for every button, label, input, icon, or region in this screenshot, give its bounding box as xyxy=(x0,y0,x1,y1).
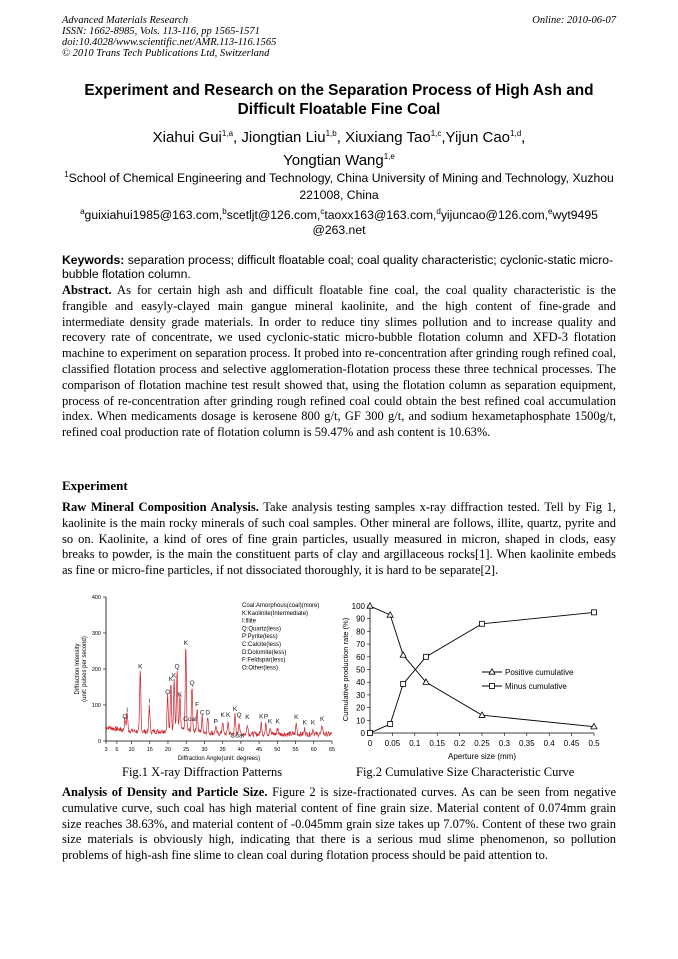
peak-label: O xyxy=(165,688,171,696)
peak-label: K xyxy=(259,713,264,721)
email[interactable]: $^d$yijuncao@126.com, xyxy=(436,207,549,223)
journal-info xyxy=(62,15,276,59)
peak-label: K xyxy=(267,718,273,726)
x-tick-label: 6 xyxy=(115,747,119,753)
x-tick-label: 0.4 xyxy=(543,739,555,748)
y-tick-label: 400 xyxy=(91,595,101,601)
data-point-triangle xyxy=(479,712,485,717)
y-tick-label: 100 xyxy=(351,602,365,611)
x-tick-label: 50 xyxy=(274,747,281,753)
peak-label: K xyxy=(310,719,316,727)
legend-entry: K:Kaolinite(Intermediate) xyxy=(242,610,309,617)
x-tick-label: 45 xyxy=(256,747,263,753)
x-tick-label: 30 xyxy=(201,747,208,753)
abstract-label: Abstract. xyxy=(62,283,112,297)
x-tick-label: 15 xyxy=(146,747,153,753)
raw-mineral-paragraph xyxy=(62,500,616,579)
x-tick-label: 20 xyxy=(164,747,172,753)
peak-label: K xyxy=(171,672,177,680)
peak-label: Q xyxy=(174,663,180,671)
keywords-text: separation process; difficult floatable coal; coal quality characteristic; cyclonic-static micro-bubble flotation column. xyxy=(62,253,614,281)
peak-annotation: Coal xyxy=(183,716,197,724)
peak-label: D xyxy=(205,709,211,717)
raw-mineral-text: Take analysis testing samples x-ray diffraction tested. Tell by Fig 1, kaolinite is the main rocky minerals of such coal samples. Other mineral are follows, illite, quartz, pyrite and so on. Kaolinite, a kind of ores of fine grain particles, usually measured in micron, shaped in clods, easy breaks to powder, is the main the constituent parts of clay and argillaceous rocks[1]. When kaolinite embeds as fine or micro-fine particles, if not dissociated thoroughly, it is hard to be separate[2]. xyxy=(62,500,616,578)
y-axis-label: Diffraction Intensity xyxy=(75,643,81,695)
peak-label: P xyxy=(213,718,218,726)
x-tick-label: 65 xyxy=(328,747,336,753)
legend-marker xyxy=(490,684,495,689)
fig1-caption: Fig.1 X-ray Diffraction Patterns xyxy=(122,765,283,779)
author-list: Xiahui Gui$^{1,a}$, Jiongtian Liu$^{1,b}$, Xiuxiang Tao$^{1,c}$,Yijun Cao$^{1,d}$, Yongtian Wang$^{1,e}$ xyxy=(152,129,526,169)
legend-entry: C:Calcite(less) xyxy=(242,642,282,648)
data-point-square xyxy=(388,722,393,727)
peak-label: K xyxy=(138,663,143,671)
email[interactable]: $^c$taoxx163@163.com, xyxy=(320,207,437,223)
peak-label: K xyxy=(177,691,183,699)
email[interactable]: $^a$guixiahui1985@163.com, xyxy=(80,207,223,223)
legend-entry: D:Dolomite(less) xyxy=(242,649,287,656)
email-list xyxy=(60,204,618,238)
y-axis-label-unit: (unit: pulses per second) xyxy=(82,636,88,702)
y-tick-label: 200 xyxy=(91,667,101,673)
peak-label: K xyxy=(319,715,325,723)
x-axis-label: Diffraction Angle(unit: degrees) xyxy=(177,756,261,762)
y-tick-label: 30 xyxy=(356,690,365,700)
y-tick-label: 100 xyxy=(91,703,101,709)
legend-entry: O:Other(less) xyxy=(242,665,279,672)
density-paragraph xyxy=(62,785,616,864)
x-tick-label: 0.2 xyxy=(454,739,466,748)
author: Yongtian Wang$^{1,e}$ xyxy=(283,152,395,169)
keywords-label: Keywords: xyxy=(62,253,125,267)
cumulative-size-chart xyxy=(340,598,618,768)
x-tick-label: 0.45 xyxy=(563,739,580,748)
x-tick-label: 0.35 xyxy=(519,739,535,748)
peak-label: K xyxy=(225,712,231,720)
journal-copyright: © 2010 Trans Tech Publications Ltd, Switzerland xyxy=(62,48,270,59)
y-tick-label: 80 xyxy=(356,627,365,637)
xrd-signal-line xyxy=(106,649,332,740)
y-tick-label: 0 xyxy=(360,729,365,738)
x-tick-label: 40 xyxy=(237,747,244,753)
data-point-square xyxy=(424,654,429,659)
peak-label: F xyxy=(195,701,200,709)
y-tick-label: 10 xyxy=(356,716,365,726)
legend-entry: Coal:Amorphous(coal)(more) xyxy=(242,603,320,609)
y-axis-label: Cumulative production rate (%) xyxy=(341,617,350,722)
journal-issn: ISSN: 1662-8985, Vols. 113-116, pp 1565-1571 xyxy=(62,26,260,37)
y-tick-label: 40 xyxy=(356,678,365,688)
email[interactable]: $^e$wyt9495 @263.net xyxy=(312,207,598,238)
x-tick-label: 0.1 xyxy=(409,739,421,748)
x-axis-label: Aperture size (mm) xyxy=(447,752,517,761)
raw-mineral-label: Raw Mineral Composition Analysis. xyxy=(62,500,259,514)
legend-entry: P:Pyrite(less) xyxy=(242,634,278,641)
keywords xyxy=(62,253,616,281)
peak-label: K xyxy=(183,640,189,648)
peak-label: I xyxy=(126,706,129,714)
peak-annotation: Coal xyxy=(230,732,244,740)
paper-title: Experiment and Research on the Separation Process of High Ash and Difficult Floatable Fine Coal xyxy=(84,82,594,118)
data-point-square xyxy=(368,731,373,736)
online-date: Online: 2010-06-07 xyxy=(532,15,616,26)
y-tick-label: 60 xyxy=(356,652,365,662)
x-tick-label: 25 xyxy=(183,747,190,753)
x-tick-label: 0.05 xyxy=(384,739,401,748)
data-point-triangle xyxy=(367,603,373,608)
author: Jiongtian Liu$^{1,b}$ xyxy=(241,129,337,146)
y-tick-label: 70 xyxy=(356,640,365,650)
email[interactable]: $^b$scetljt@126.com, xyxy=(222,207,321,223)
author: Yijun Cao$^{1,d}$ xyxy=(445,129,522,146)
x-tick-label: 0.25 xyxy=(474,739,490,748)
x-tick-label: 0.5 xyxy=(588,739,600,748)
section-heading-experiment: Experiment xyxy=(62,478,128,493)
legend-label: Positive cumulative xyxy=(505,668,574,677)
affiliation: $^1$School of Chemical Engineering and Technology, China University of Mining and Technology, Xuzhou 221008, China xyxy=(64,170,614,203)
y-tick-label: 300 xyxy=(91,631,101,637)
abstract-text: As for certain high ash and difficult floatable fine coal, the coal quality characteristic is the frangible and easyly-clayed main gangue mineral kaolinite, and the high content of fine-grade and intermediate density grade materials. In order to reduce tiny slimes pollution and to increase quality and recovery rate of concentrate, we used cyclonic-static micro-bubble flotation column and XFD-3 flotation machine to experiment on separation process. It probed into re-concentration after grinding rough refined coal, classified flotation process and selective agglomeration-flotation process these three technical processes. The comparison of flotation machine test result showed that, using the flotation column as separation equipment, process of re-concentration after grinding rough refined coal could obtain the best refined coal accumulation index. When medicaments dosage is kerosene 800 g/t, GF 300 g/t, and sodium hexametaphosphate 1500g/t, refined coal production rate of flotation column is 59.47% and ash content is 10.63%. xyxy=(62,283,616,440)
data-point-square xyxy=(480,621,485,626)
author: Xiahui Gui$^{1,a}$ xyxy=(152,129,234,146)
x-tick-label: 55 xyxy=(292,747,299,753)
y-tick-label: 0 xyxy=(97,739,101,745)
peak-label: Q xyxy=(189,679,195,687)
author: Xiuxiang Tao$^{1,c}$ xyxy=(345,129,442,146)
peak-label: K xyxy=(168,676,174,684)
x-tick-label: 60 xyxy=(310,747,317,753)
journal-doi: doi:10.4028/www.scientific.net/AMR.113-116.1565 xyxy=(62,37,277,48)
data-point-square xyxy=(592,610,597,615)
density-label: Analysis of Density and Particle Size. xyxy=(62,785,268,799)
y-tick-label: 90 xyxy=(356,614,365,624)
peak-label: K xyxy=(220,712,225,720)
peak-label: C xyxy=(199,709,205,717)
peak-label: K xyxy=(302,719,307,727)
data-point-triangle xyxy=(400,652,406,657)
x-tick-label: 3 xyxy=(104,747,108,753)
peak-label: K xyxy=(245,714,250,721)
peak-label: Q xyxy=(236,712,242,720)
fig2-caption: Fig.2 Cumulative Size Characteristic Curve xyxy=(356,765,575,779)
xrd-chart xyxy=(62,591,344,769)
peak-label: K xyxy=(232,706,238,714)
x-tick-label: 10 xyxy=(128,747,135,753)
peak-label: K xyxy=(275,718,280,726)
x-tick-label: 35 xyxy=(219,747,226,753)
peak-label: O xyxy=(122,713,128,721)
legend-entry: I:Illite xyxy=(242,618,257,625)
journal-name: Advanced Materials Research xyxy=(62,15,189,26)
legend-entry: Q:Quartz(less) xyxy=(242,626,282,633)
density-text: Figure 2 is size-fractionated curves. As can be seen from negative cumulative curve, such coal has high material content of fine grain size. Material content of 0.074mm grain size reaches 38.63%, and material content of -0.045mm grain size takes up 7.07%. Content of these two grain size materials is obviously high, indicating that there is a serious mud slime phenomenon, so pollution problems of high-ash fine slime to clean coal during flotation process should be paid attention to. xyxy=(62,785,616,863)
x-tick-label: 0 xyxy=(367,739,373,748)
peak-label: K xyxy=(294,714,299,721)
peak-label: I xyxy=(148,697,151,705)
y-tick-label: 50 xyxy=(356,665,365,675)
peak-label: P xyxy=(263,713,269,721)
x-tick-label: 0.3 xyxy=(498,739,510,748)
y-tick-label: 20 xyxy=(356,703,365,713)
legend-entry: F:Feldspar(less) xyxy=(242,657,286,664)
x-tick-label: 0.15 xyxy=(429,739,445,748)
data-point-square xyxy=(401,681,406,686)
legend-marker xyxy=(489,669,495,674)
legend-label: Minus cumulative xyxy=(505,682,567,691)
abstract xyxy=(62,283,616,441)
